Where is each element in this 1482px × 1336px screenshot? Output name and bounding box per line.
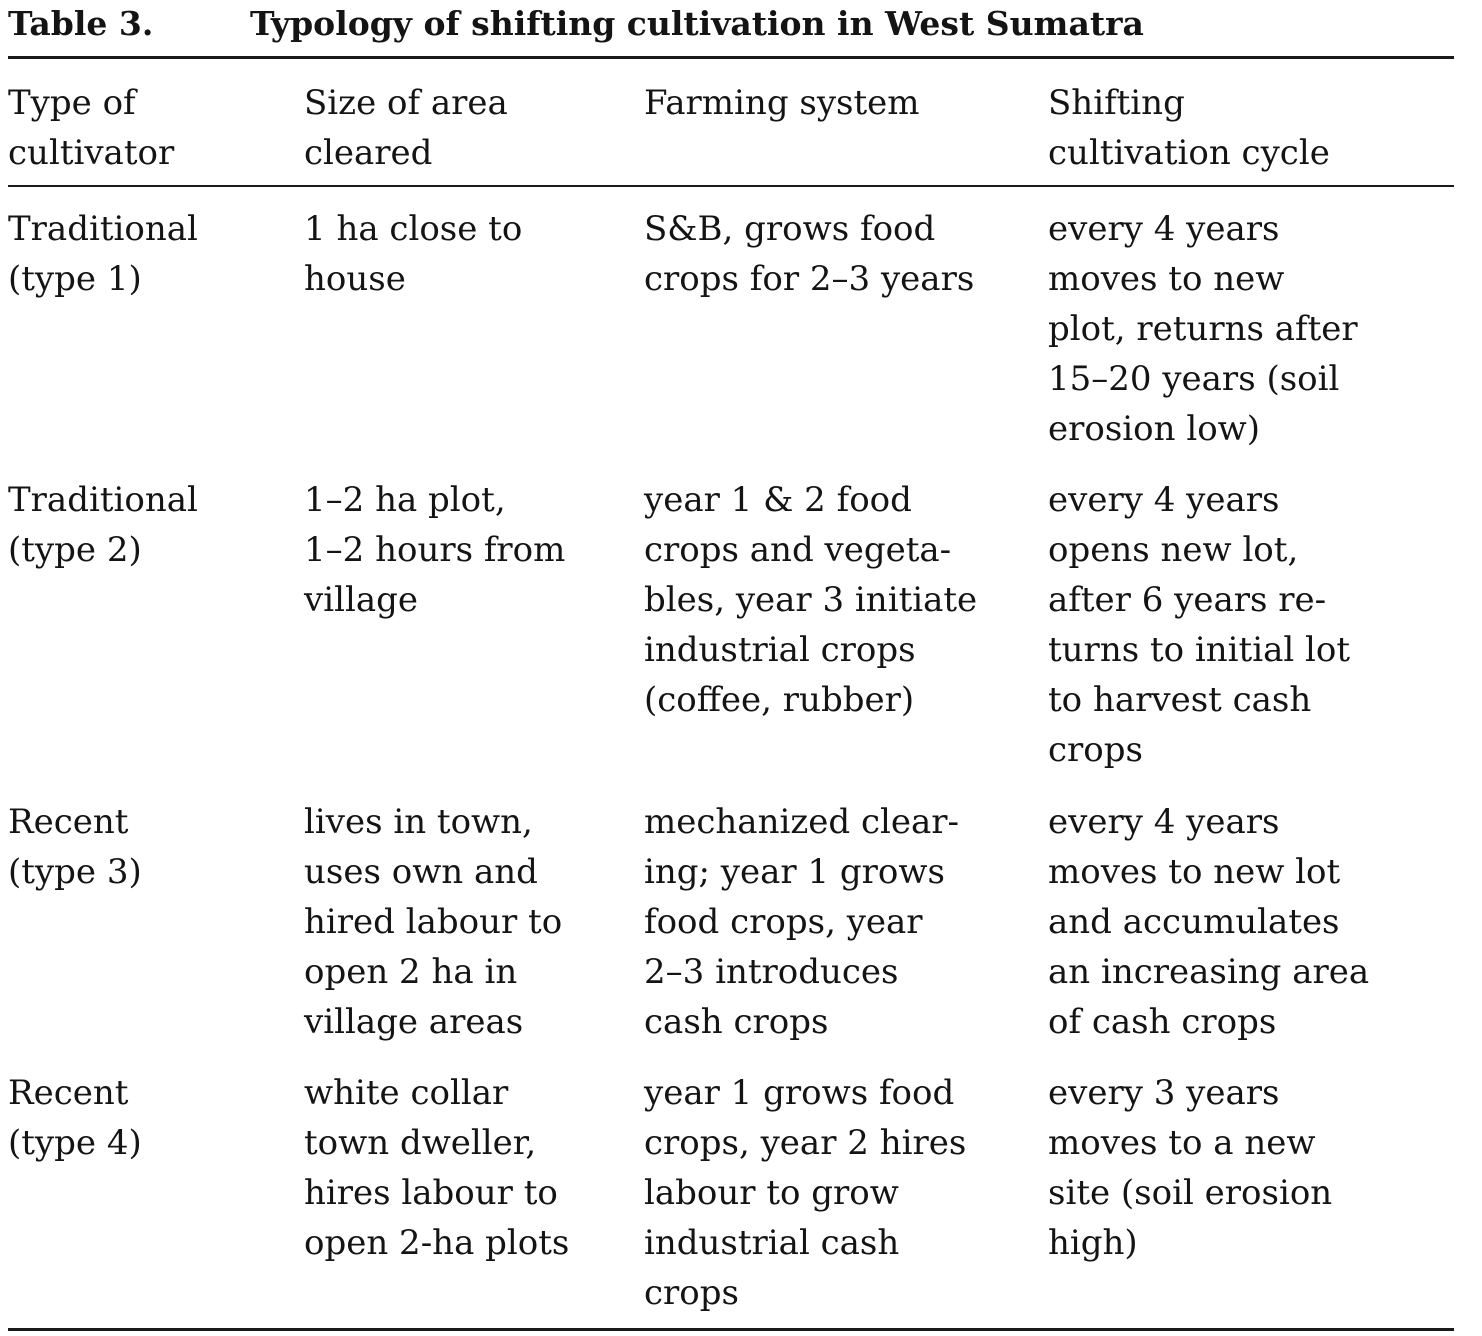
- cell-type: Traditional (type 2): [8, 480, 198, 570]
- cell-cycle: every 4 years moves to new plot, returns after 15–20 years (soil erosion low): [1048, 209, 1358, 449]
- table-row: [8, 204, 1454, 475]
- table-header-row: [8, 78, 1454, 178]
- top-rule: [8, 56, 1454, 59]
- cell-size: 1 ha close to house: [304, 209, 523, 299]
- cell-cycle: every 4 years moves to new lot and accumulates an increasing area of cash crops: [1048, 802, 1370, 1042]
- header-shifting-cycle: Shifting cultivation cycle: [1048, 83, 1330, 173]
- table-caption: [8, 4, 1144, 44]
- table-body: [8, 204, 1454, 1318]
- table-row: [8, 797, 1454, 1068]
- cell-cycle: every 3 years moves to a new site (soil erosion high): [1048, 1073, 1333, 1263]
- cell-farming: year 1 & 2 food crops and vegeta- bles, year 3 initiate industrial crops (coffee, rubber): [644, 480, 978, 720]
- cell-farming: year 1 grows food crops, year 2 hires labour to grow industrial cash crops: [644, 1073, 967, 1313]
- cell-farming: mechanized clear- ing; year 1 grows food crops, year 2–3 introduces cash crops: [644, 802, 959, 1042]
- header-rule: [8, 185, 1454, 187]
- cell-farming: S&B, grows food crops for 2–3 years: [644, 209, 975, 299]
- table-row: [8, 475, 1454, 797]
- bottom-rule: [8, 1328, 1454, 1331]
- cell-size: white collar town dweller, hires labour to open 2-ha plots: [304, 1073, 570, 1263]
- header-farming-system: Farming system: [644, 83, 920, 123]
- table-page: [8, 0, 1454, 1336]
- cell-size: lives in town, uses own and hired labour to open 2 ha in village areas: [304, 802, 563, 1042]
- table-number: Table 3.: [8, 4, 154, 43]
- table-row: [8, 1068, 1454, 1318]
- cell-size: 1–2 ha plot, 1–2 hours from village: [304, 480, 566, 620]
- cell-cycle: every 4 years opens new lot, after 6 years re- turns to initial lot to harvest cash crops: [1048, 480, 1351, 770]
- header-type-of-cultivator: Type of cultivator: [8, 83, 175, 173]
- cell-type: Traditional (type 1): [8, 209, 198, 299]
- table-title: Typology of shifting cultivation in West Sumatra: [250, 4, 1144, 43]
- header-size-of-area: Size of area cleared: [304, 83, 508, 173]
- cell-type: Recent (type 3): [8, 802, 142, 892]
- cell-type: Recent (type 4): [8, 1073, 142, 1163]
